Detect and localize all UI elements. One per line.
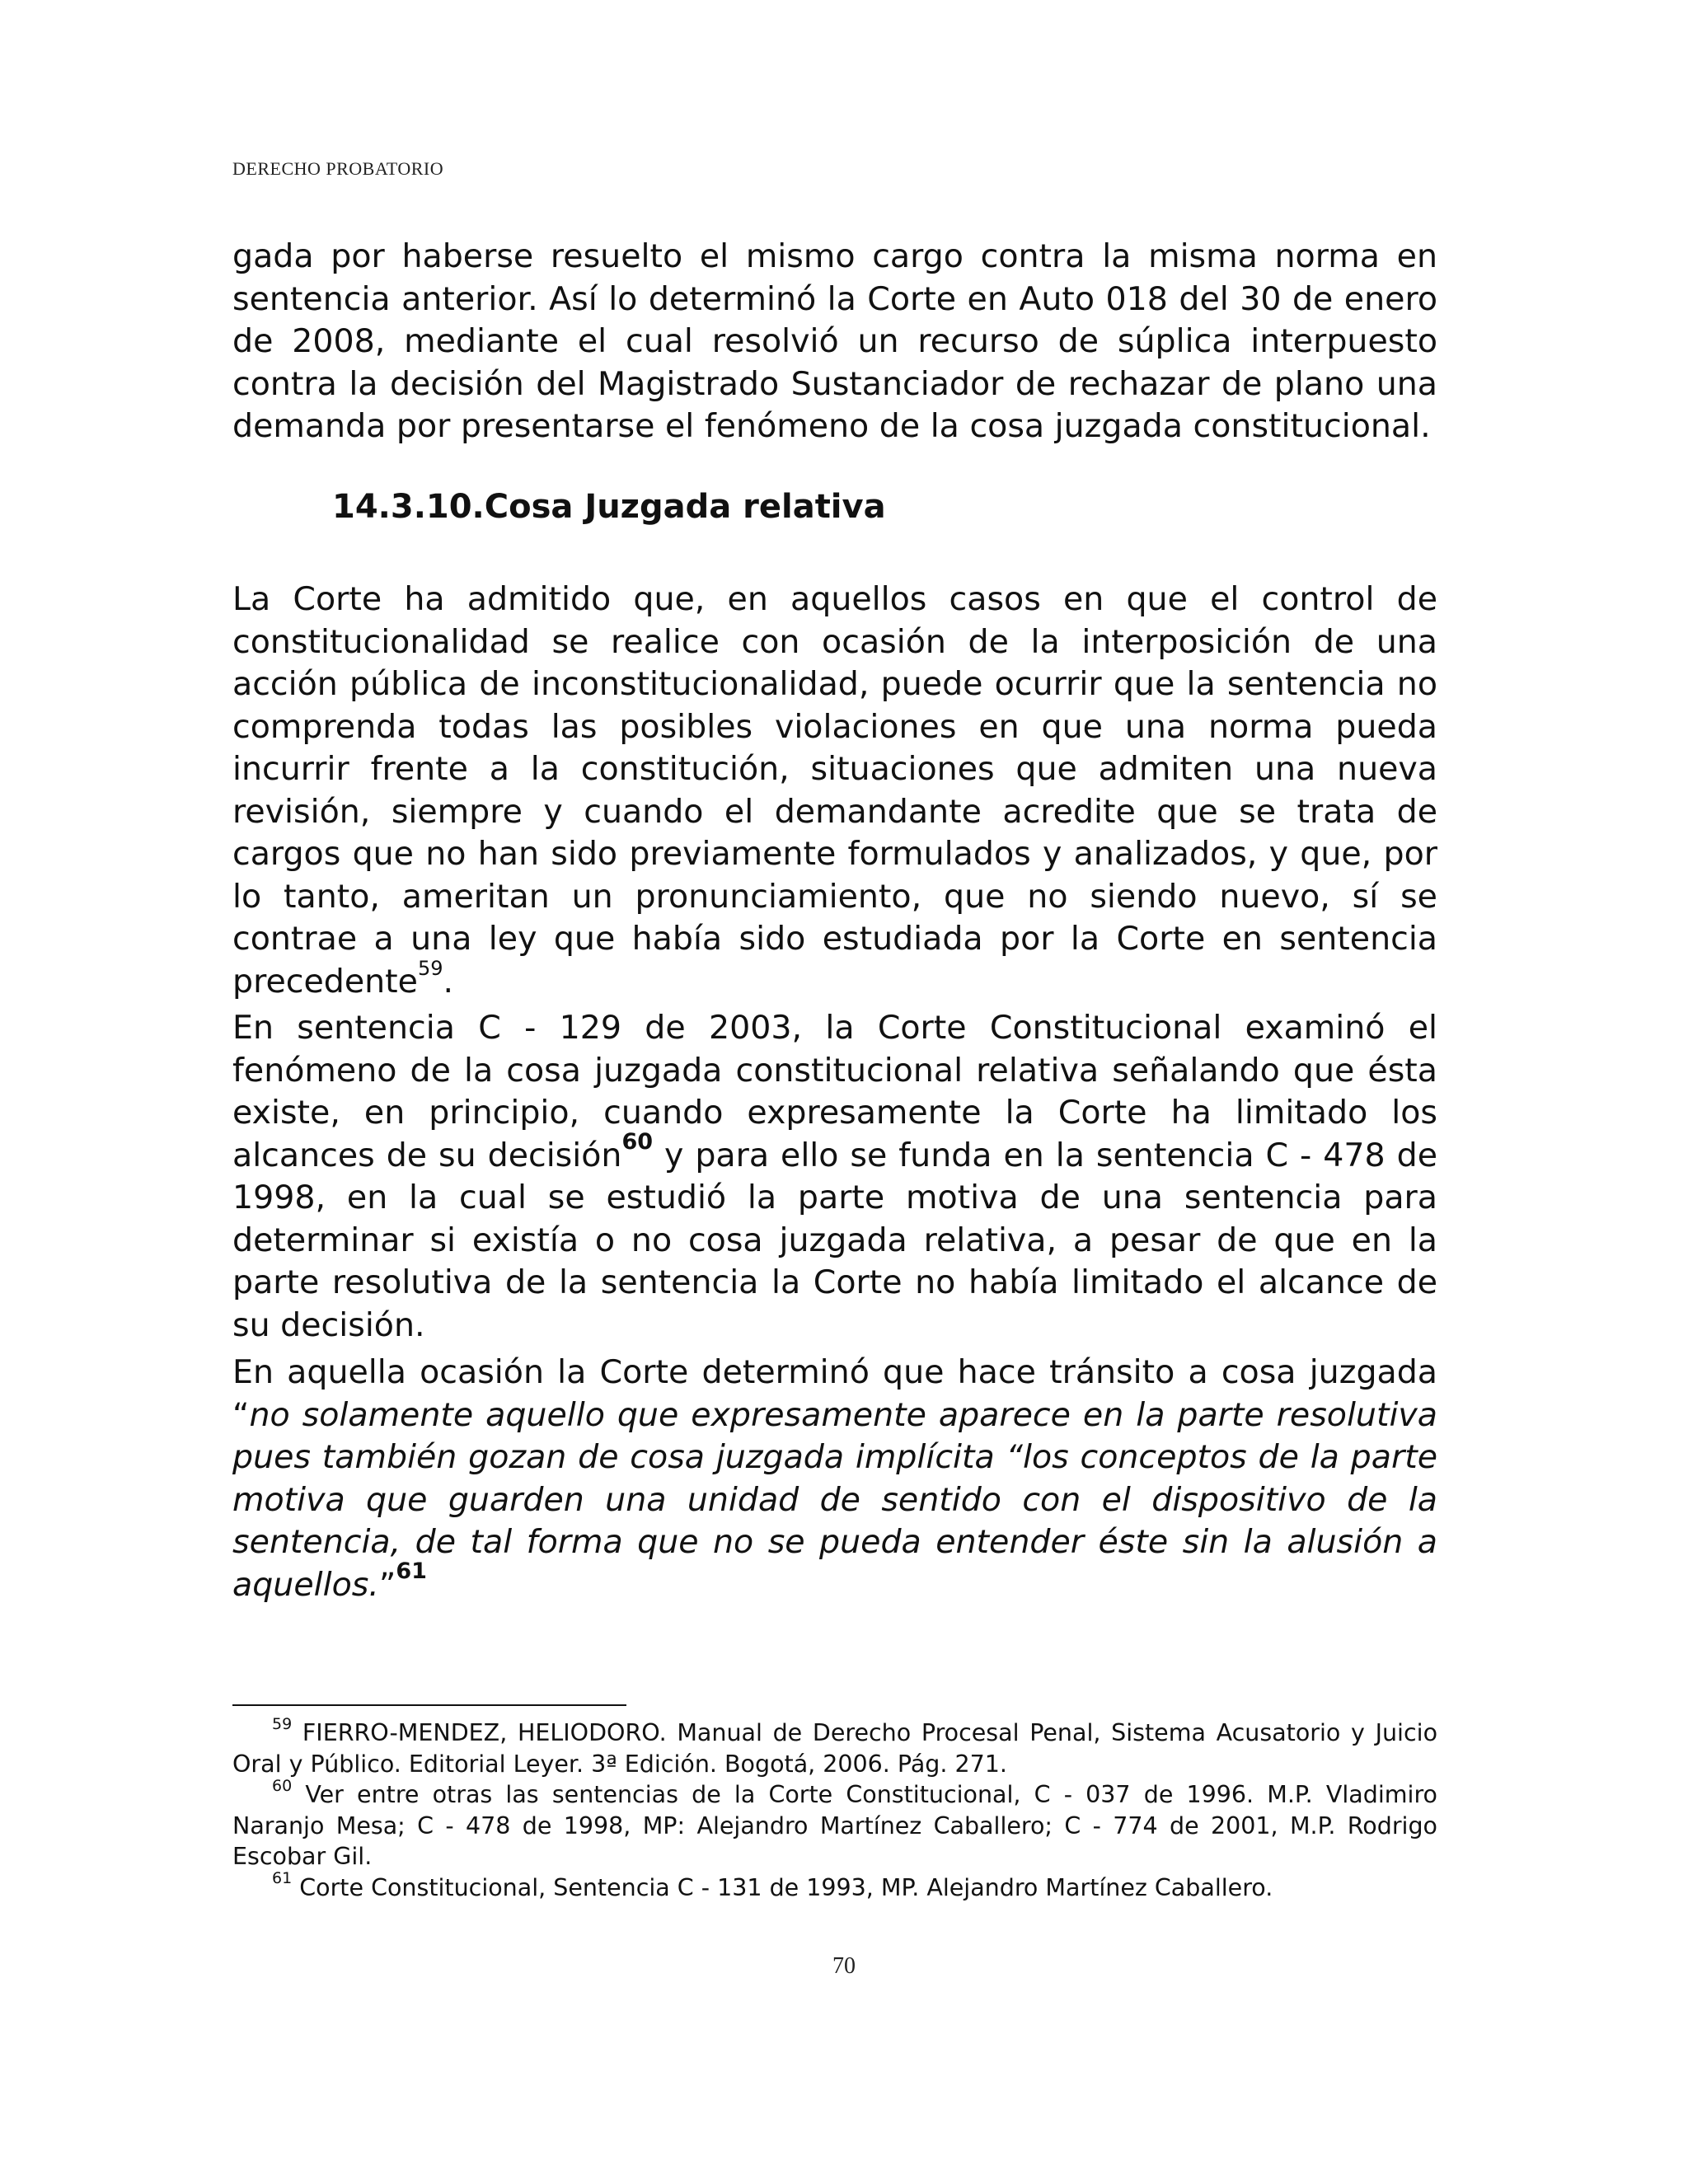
footnote-60-text: Ver entre otras las sentencias de la Corte Constitucional, C - 037 de 1996. M.P. Vladimiro Naranjo Mesa; C - 478 de 1998, MP: Alejandro Martínez Caballero; C - 774 de 2001, M.P. Rodrigo Escobar Gil. bbox=[232, 1781, 1437, 1870]
paragraph-4-quote: no solamente aquello que expresamente aparece en la parte resolutiva pues también gozan de cosa juzgada implícita “los conceptos de la parte motiva que guarden una unidad de sentido con el dispositivo de la sentencia, de tal forma que no se pueda entender éste sin la alusión a aquellos. bbox=[232, 1395, 1437, 1604]
paragraph-2 bbox=[232, 579, 1437, 1003]
paragraph-3-text-a: En sentencia C - 129 de 2003, la Corte Constitucional examinó el fenómeno de la cosa juzgada constitucional relativa señalando que ésta existe, en principio, cuando expresamente la Corte ha limitado los alcances de su decisión bbox=[232, 1009, 1437, 1174]
footnote-59-number: 59 bbox=[272, 1714, 293, 1733]
paragraph-1 bbox=[232, 236, 1437, 448]
section-title: Cosa Juzgada relativa bbox=[484, 488, 886, 526]
footnote-60 bbox=[232, 1776, 1437, 1872]
running-header: DERECHO PROBATORIO bbox=[232, 158, 444, 179]
footnote-61 bbox=[232, 1869, 1437, 1904]
paragraph-4 bbox=[232, 1352, 1437, 1606]
footnote-60-number: 60 bbox=[272, 1776, 293, 1795]
footnotes bbox=[232, 1714, 1438, 1903]
footnote-separator bbox=[232, 1704, 626, 1706]
paragraph-3-text-b: y para ello se funda en la sentencia C - 478 de 1998, en la cual se estudió la parte motiva de una sentencia para determinar si existía o no cosa juzgada relativa, a pesar de que en la parte resolutiva de la sentencia la Corte no había limitado el alcance de su decisión. bbox=[232, 1136, 1438, 1344]
footnote-61-text: Corte Constitucional, Sentencia C - 131 de 1993, MP. Alejandro Martínez Caballero. bbox=[292, 1873, 1273, 1901]
paragraph-1-text: gada por haberse resuelto el mismo cargo contra la misma norma en sentencia anterior. Así lo determinó la Corte en Auto 018 del 30 de enero de 2008, mediante el cual resolvió un recurso de súplica interpuesto contra la decisión del Magistrado Sustanciador de rechazar de plano una demanda por presentarse el fenómeno de la cosa juzgada constitucional. bbox=[232, 237, 1437, 445]
footnote-59-author: FIERRO-MENDEZ, HELIODORO. bbox=[302, 1719, 667, 1746]
page-number: 70 bbox=[832, 1953, 856, 1979]
footnote-61-number: 61 bbox=[272, 1869, 293, 1887]
footnote-ref-60[interactable]: 60 bbox=[621, 1129, 654, 1155]
paragraph-4-text: En aquella ocasión la Corte determinó que hace tránsito a cosa juzgada “ bbox=[232, 1353, 1437, 1434]
footnote-ref-61[interactable]: 61 bbox=[396, 1558, 427, 1585]
footnote-59 bbox=[232, 1714, 1438, 1779]
footnote-59-text: Manual de Derecho Procesal Penal, Sistema Acusatorio y Juicio Oral y Público. Editorial Leyer. 3ª Edición. Bogotá, 2006. Pág. 271. bbox=[232, 1719, 1438, 1778]
section-heading bbox=[332, 488, 886, 526]
paragraph-2-text: La Corte ha admitido que, en aquellos casos en que el control de constitucionalidad se realice con ocasión de la interposición de una acción pública de inconstitucionalidad, puede ocurrir que la sentencia no comprenda todas las posibles violaciones en que una norma pueda incurrir frente a la constitución, situaciones que admiten una nueva revisión, siempre y cuando el demandante acredite que se trata de cargos que no han sido previamente formulados y analizados, y que, por lo tanto, ameritan un pronunciamiento, que no siendo nuevo, sí se contrae a una ley que había sido estudiada por la Corte en sentencia precedente bbox=[232, 580, 1437, 1001]
paragraph-4-close-quote: ” bbox=[378, 1565, 396, 1604]
footnote-ref-59[interactable]: 59 bbox=[417, 957, 443, 981]
paragraph-3 bbox=[232, 1007, 1437, 1347]
section-number: 14.3.10. bbox=[332, 488, 485, 526]
paragraph-2-end: . bbox=[443, 962, 454, 1001]
